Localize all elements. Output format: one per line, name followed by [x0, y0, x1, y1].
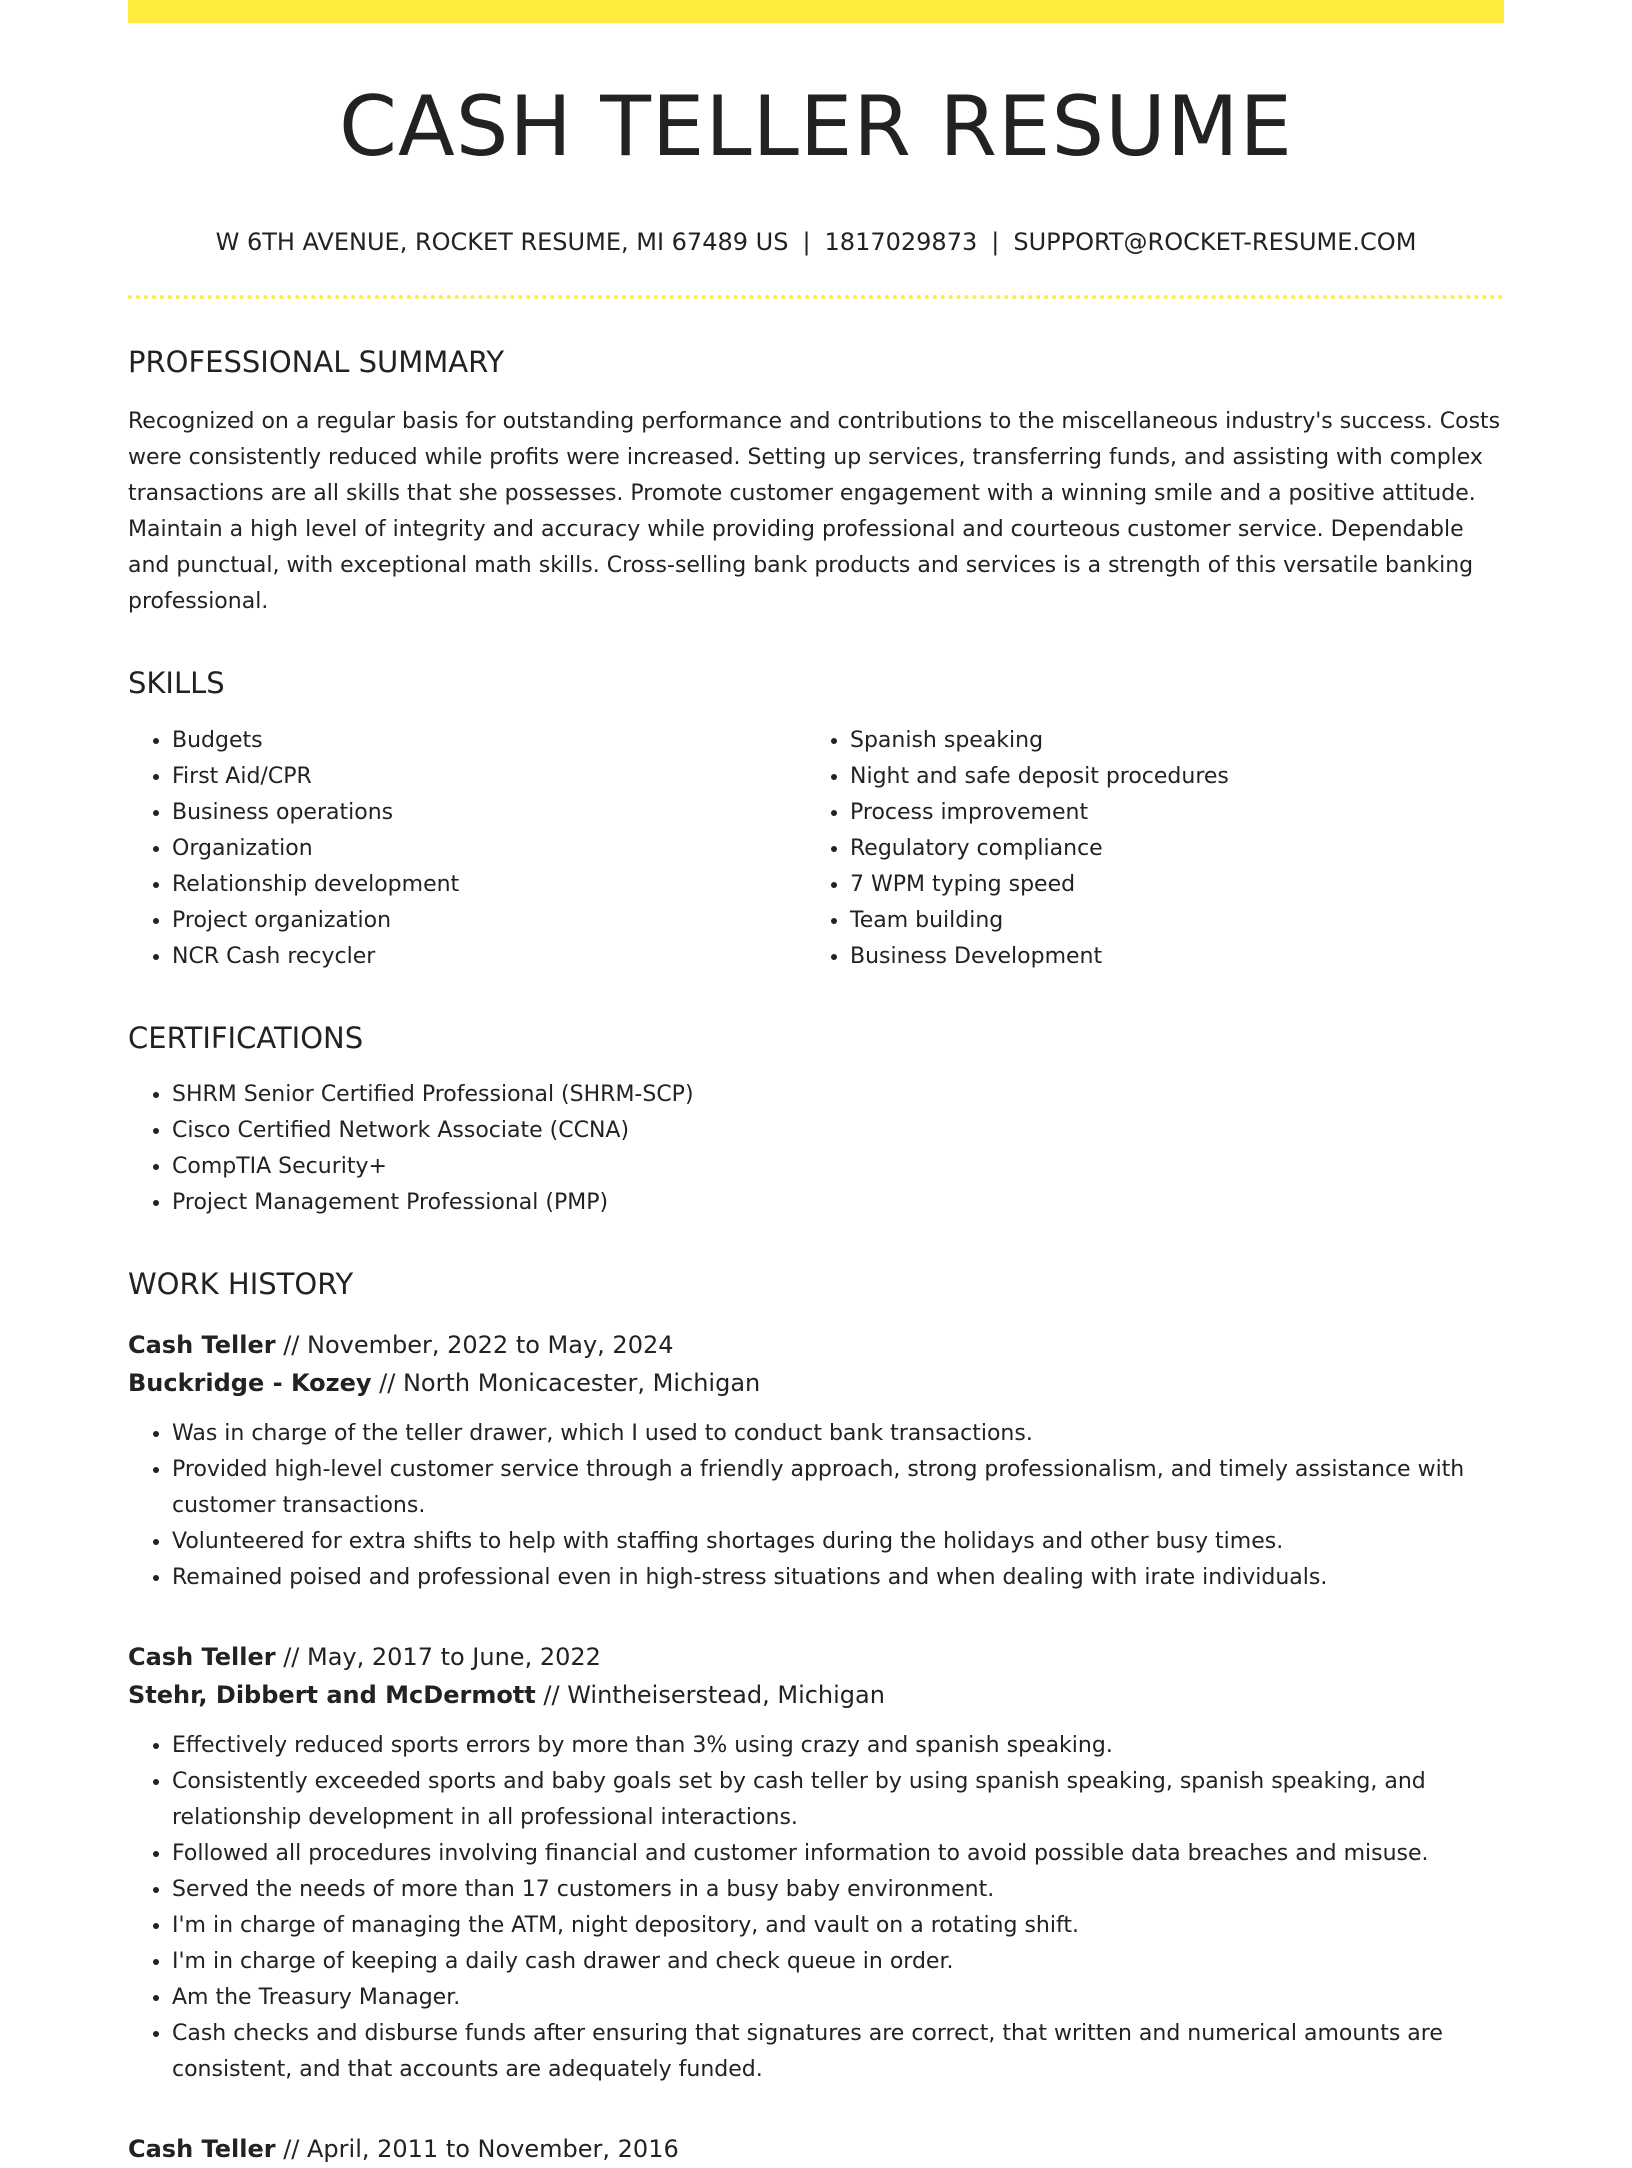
top-accent-bar [128, 0, 1504, 23]
skill-item: • First Aid/CPR [172, 759, 806, 795]
job-dates: // May, 2017 to June, 2022 [283, 1643, 601, 1672]
skills-list-left [128, 723, 806, 975]
skills-columns [128, 723, 1504, 975]
job-bullet: • I'm in charge of managing the ATM, night depository, and vault on a rotating shift. [172, 1908, 1504, 1944]
resume-title: CASH TELLER RESUME [339, 78, 1293, 175]
job-role-line [128, 1638, 1504, 1676]
resume-page [128, 0, 1504, 2168]
certification-item: • CompTIA Security+ [172, 1149, 1504, 1185]
job-dates: // April, 2011 to November, 2016 [283, 2135, 679, 2164]
work-history-heading: WORK HISTORY [128, 1267, 354, 1302]
job-bullet: • Was in charge of the teller drawer, which I used to conduct bank transactions. [172, 1416, 1504, 1452]
contact-separator: | [802, 228, 811, 257]
job-entry [128, 1326, 1504, 1596]
job-company-line [128, 1364, 1504, 1402]
contact-address: W 6TH AVENUE, ROCKET RESUME, MI 67489 US [215, 228, 789, 257]
certification-item: • Cisco Certified Network Associate (CCNA) [172, 1113, 1504, 1149]
job-bullet: • Effectively reduced sports errors by more than 3% using crazy and spanish speaking. [172, 1728, 1504, 1764]
job-bullet: • Consistently exceeded sports and baby goals set by cash teller by using spanish speaking, spanish speaking, and relationship development in all professional interactions. [172, 1764, 1504, 1836]
job-bullet: • Provided high-level customer service through a friendly approach, strong professionalism, and timely assistance with customer transactions. [172, 1452, 1504, 1524]
skill-item: • NCR Cash recycler [172, 939, 806, 975]
skills-heading: SKILLS [128, 665, 225, 700]
job-bullet: • Cash checks and disburse funds after ensuring that signatures are correct, that written and numerical amounts are consistent, and that accounts are adequately funded. [172, 2016, 1504, 2088]
job-company-line [128, 1676, 1504, 1714]
contact-email: SUPPORT@ROCKET-RESUME.COM [1013, 228, 1417, 257]
job-bullets [128, 1728, 1504, 2088]
job-role: Cash Teller [128, 1331, 276, 1360]
header-divider [128, 295, 1504, 299]
contact-separator: | [991, 228, 1000, 257]
skill-item: • Project organization [172, 903, 806, 939]
job-dates: // November, 2022 to May, 2024 [283, 1331, 674, 1360]
summary-text: Recognized on a regular basis for outstanding performance and contributions to the miscellaneous industry's success. Costs were consistently reduced while profits were increased. Setting up services, transferring funds, and assisting with complex transactions are all skills that she possesses. Promote customer engagement with a winning smile and a positive attitude. Maintain a high level of integrity and accuracy while providing professional and courteous customer service. Dependable and punctual, with exceptional math skills. Cross-selling bank products and services is a strength of this versatile banking professional. [128, 408, 1501, 614]
skill-item: • Spanish speaking [850, 723, 1484, 759]
job-bullet: • Served the needs of more than 17 customers in a busy baby environment. [172, 1872, 1504, 1908]
job-bullet: • Remained poised and professional even in high-stress situations and when dealing with irate individuals. [172, 1560, 1504, 1596]
job-role-line [128, 2130, 1504, 2168]
job-bullet: • Am the Treasury Manager. [172, 1980, 1504, 2016]
certifications-heading: CERTIFICATIONS [128, 1020, 364, 1055]
job-location: // Wintheiserstead, Michigan [543, 1681, 885, 1710]
contact-phone: 1817029873 [824, 228, 978, 257]
skills-list-right [806, 723, 1484, 975]
skills-column-left [128, 723, 806, 975]
job-role: Cash Teller [128, 2135, 276, 2164]
job-bullet: • Followed all procedures involving financial and customer information to avoid possible data breaches and misuse. [172, 1836, 1504, 1872]
skill-item: • Budgets [172, 723, 806, 759]
skill-item: • 7 WPM typing speed [850, 867, 1484, 903]
skill-item: • Night and safe deposit procedures [850, 759, 1484, 795]
certification-item: • Project Management Professional (PMP) [172, 1185, 1504, 1221]
contact-line [128, 228, 1504, 257]
summary-heading: PROFESSIONAL SUMMARY [128, 345, 505, 380]
job-company: Stehr, Dibbert and McDermott [128, 1681, 536, 1710]
skill-item: • Process improvement [850, 795, 1484, 831]
certifications-block [128, 1077, 1504, 1221]
skills-column-right [806, 723, 1484, 975]
skill-item: • Organization [172, 831, 806, 867]
skill-item: • Business operations [172, 795, 806, 831]
certifications-list [128, 1077, 1504, 1221]
skill-item: • Regulatory compliance [850, 831, 1484, 867]
job-role: Cash Teller [128, 1643, 276, 1672]
job-role-line [128, 1326, 1504, 1364]
job-company: Buckridge - Kozey [128, 1369, 372, 1398]
skill-item: • Team building [850, 903, 1484, 939]
certification-item: • SHRM Senior Certified Professional (SHRM-SCP) [172, 1077, 1504, 1113]
job-entry [128, 2130, 1504, 2168]
job-entry [128, 1638, 1504, 2088]
skill-item: • Relationship development [172, 867, 806, 903]
job-bullet: • Volunteered for extra shifts to help with staffing shortages during the holidays and other busy times. [172, 1524, 1504, 1560]
skill-item: • Business Development [850, 939, 1484, 975]
job-location: // North Monicacester, Michigan [379, 1369, 761, 1398]
job-bullets [128, 1416, 1504, 1596]
job-bullet: • I'm in charge of keeping a daily cash drawer and check queue in order. [172, 1944, 1504, 1980]
